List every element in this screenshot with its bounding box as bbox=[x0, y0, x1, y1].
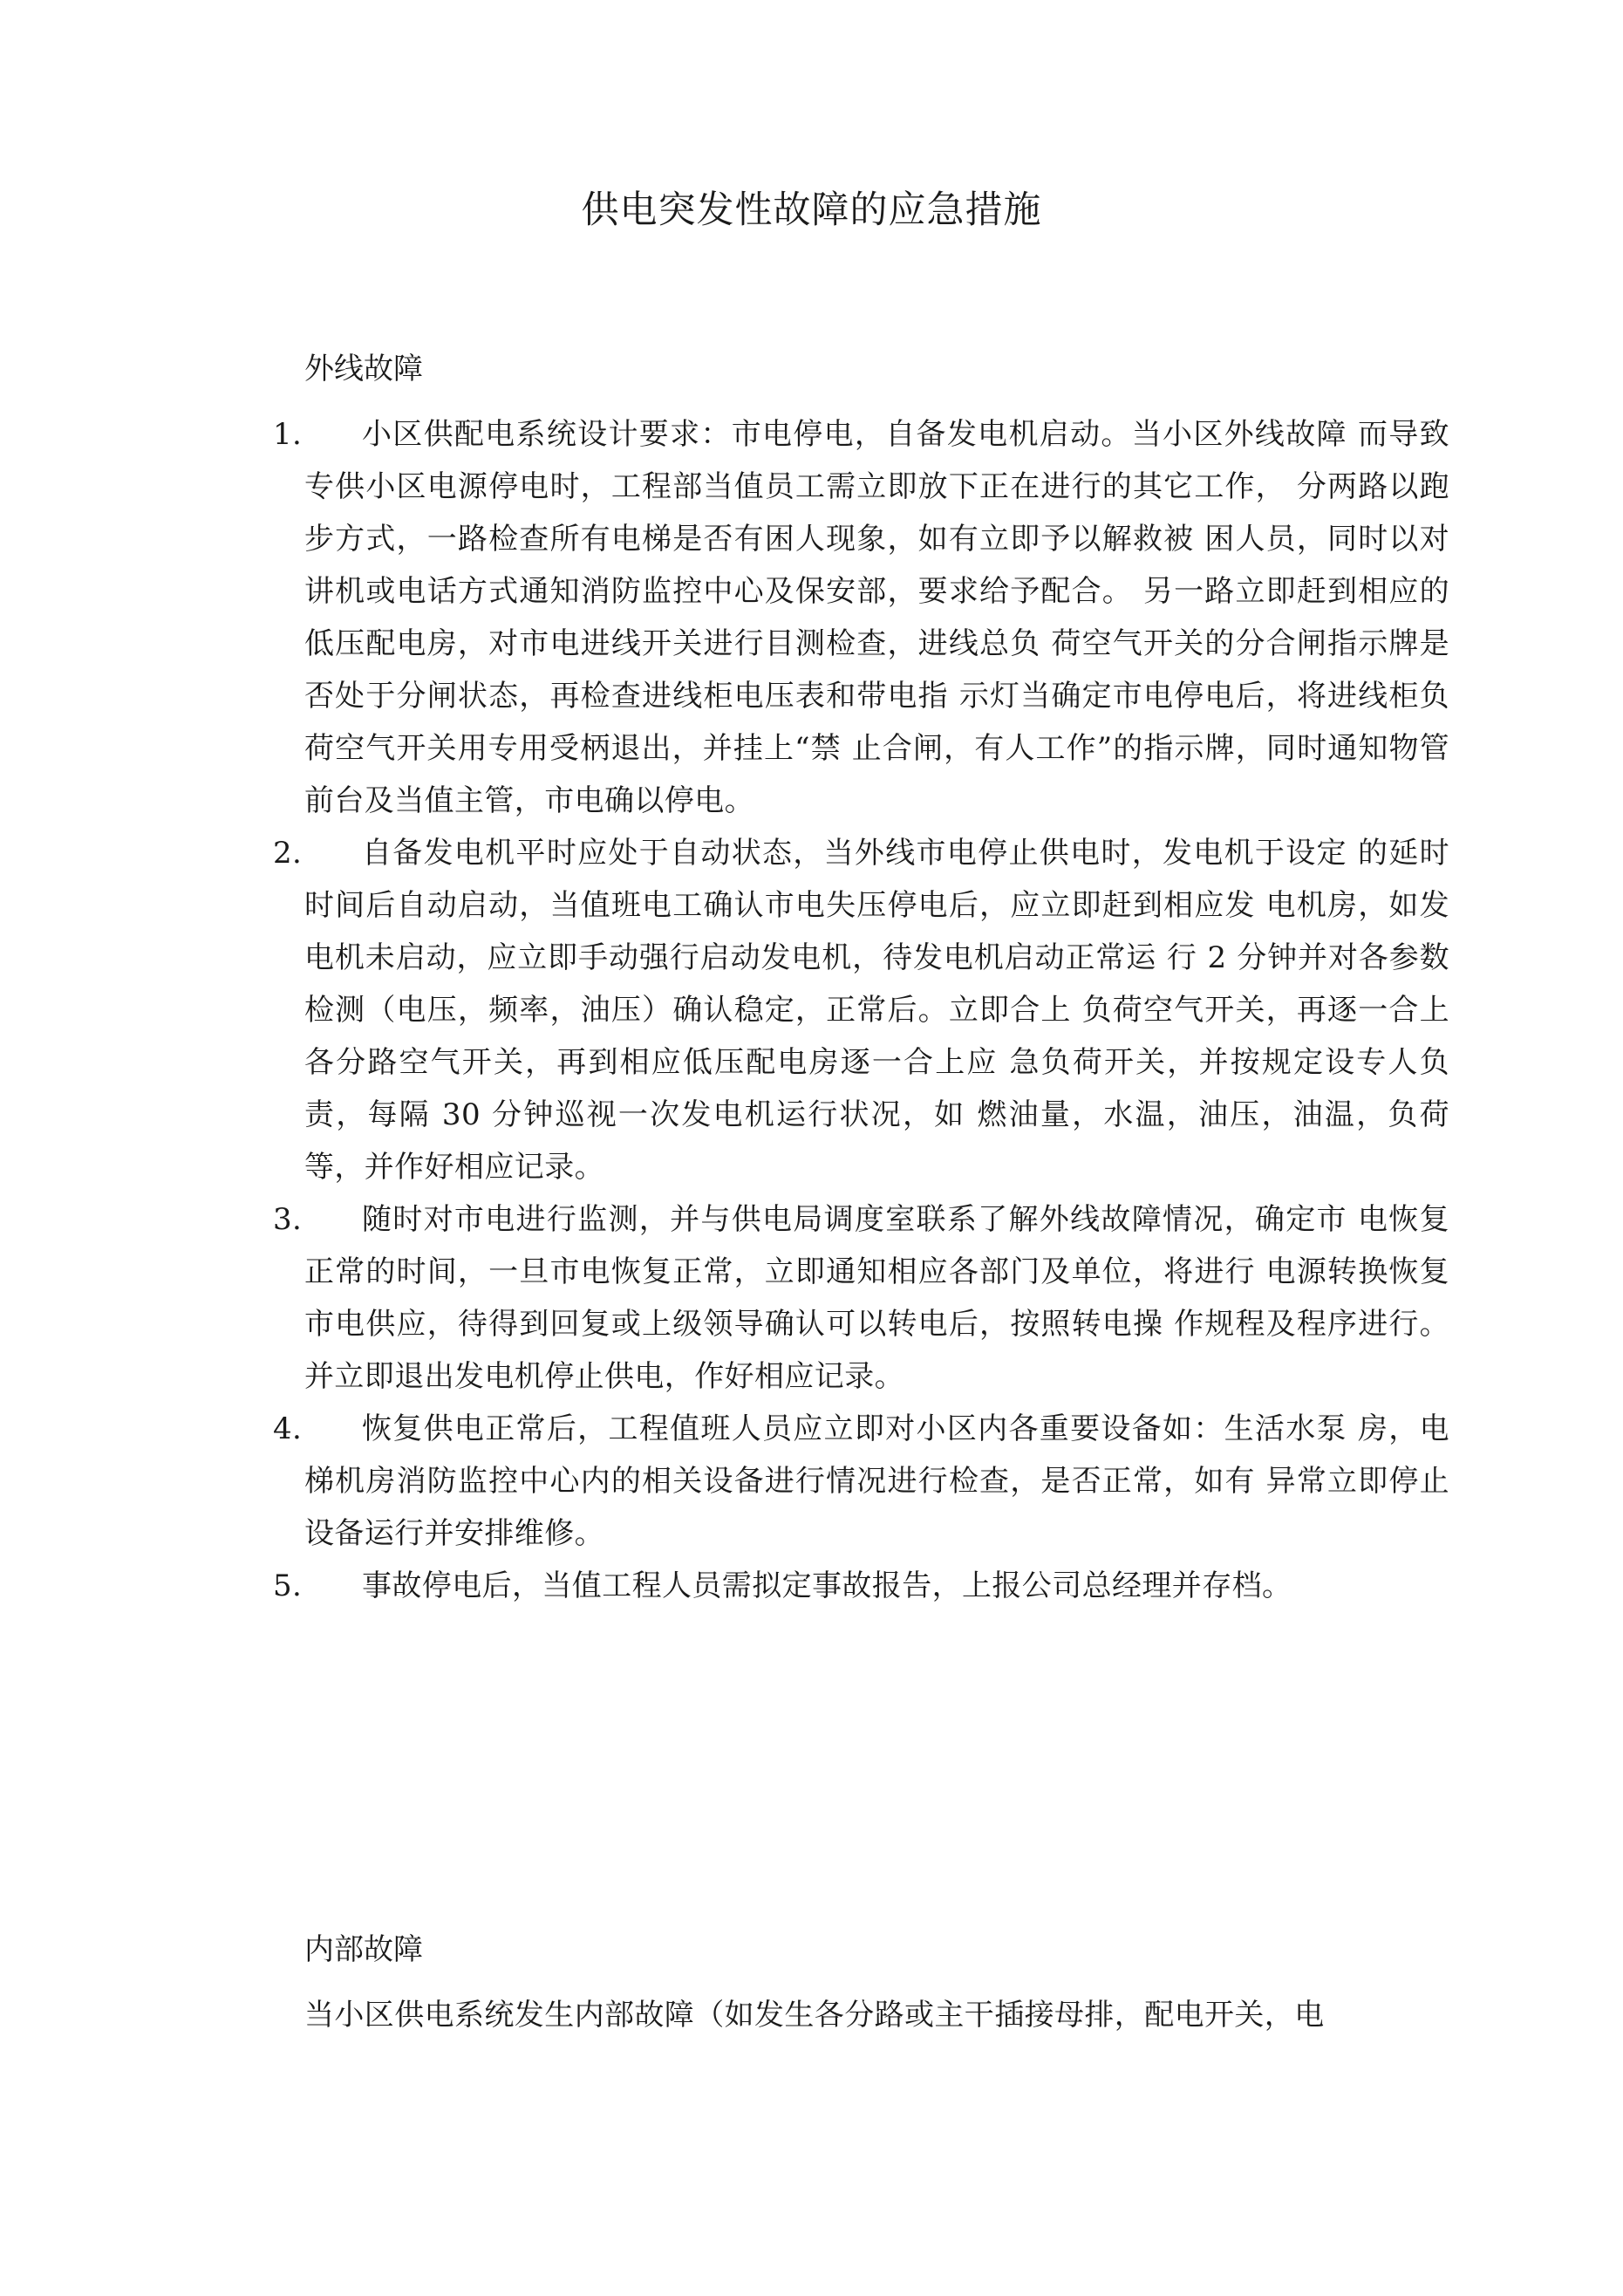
list-item-text: 随时对市电进行监测，并与供电局调度室联系了解外线故障情况，确定市 电恢复正常的时间，一旦市电恢复正常，立即通知相应各部门及单位，将进行 电源转换恢复市电供应，待得到回复或上级领导确认可以转电后，按照转电操 作规程及程序进行。并立即退出发电机停止供电，作好相应记录。 bbox=[304, 1202, 1449, 1394]
section-heading-external: 外线故障 bbox=[304, 352, 423, 386]
list-item bbox=[273, 1560, 1449, 1612]
list-item-number: 5. bbox=[273, 1568, 303, 1603]
list-item-text: 恢复供电正常后，工程值班人员应立即对小区内各重要设备如：生活水泵 房，电梯机房消防监控中心内的相关设备进行情况进行检查，是否正常，如有 异常立即停止设备运行并安排维修。 bbox=[304, 1411, 1449, 1551]
list-item-number: 1. bbox=[273, 417, 303, 452]
list-item bbox=[273, 1193, 1449, 1403]
document-title: 供电突发性故障的应急措施 bbox=[581, 188, 1042, 232]
numbered-list bbox=[0, 408, 1623, 1612]
list-item bbox=[273, 1403, 1449, 1560]
list-item-number: 2. bbox=[273, 836, 303, 871]
list-item bbox=[273, 408, 1449, 827]
internal-intro-paragraph: 当小区供电系统发生内部故障（如发生各分路或主干插接母排，配电开关，电 bbox=[304, 1998, 1325, 2033]
list-item-text: 自备发电机平时应处于自动状态，当外线市电停止供电时，发电机于设定 的延时时间后自动启动，当值班电工确认市电失压停电后，应立即赶到相应发 电机房，如发电机未启动，应立即手动强行启动发电机，待发电机启动正常运 行 2 分钟并对各参数检测（电压，频率，油压）确认稳定，正常后。立即合上 负荷空气开关，再逐一合上各分路空气开关，再到相应低压配电房逐一合上应 急负荷开关，并按规定设专人负责，每隔 30 分钟巡视一次发电机运行状况，如 燃油量，水温，油压，油温，负荷等，并作好相应记录。 bbox=[304, 836, 1449, 1185]
list-item-text: 事故停电后，当值工程人员需拟定事故报告，上报公司总经理并存档。 bbox=[362, 1568, 1292, 1603]
section-heading-internal: 内部故障 bbox=[304, 1932, 423, 1967]
list-item-number: 3. bbox=[273, 1202, 303, 1237]
list-item bbox=[273, 827, 1449, 1193]
list-item-number: 4. bbox=[273, 1411, 303, 1446]
list-item-text: 小区供配电系统设计要求：市电停电，自备发电机启动。当小区外线故障 而导致专供小区电源停电时，工程部当值员工需立即放下正在进行的其它工作， 分两路以跑步方式，一路检查所有电梯是否有困人现象，如有立即予以解救被 困人员，同时以对讲机或电话方式通知消防监控中心及保安部，要求给予配合。 另一路立即赶到相应的低压配电房，对市电进线开关进行目测检查，进线总负 荷空气开关的分合闸指示牌是否处于分闸状态，再检查进线柜电压表和带电指 示灯当确定市电停电后，将进线柜负荷空气开关用专用受柄退出，并挂上“禁 止合闸，有人工作”的指示牌，同时通知物管前台及当值主管，市电确以停电。 bbox=[304, 417, 1449, 818]
